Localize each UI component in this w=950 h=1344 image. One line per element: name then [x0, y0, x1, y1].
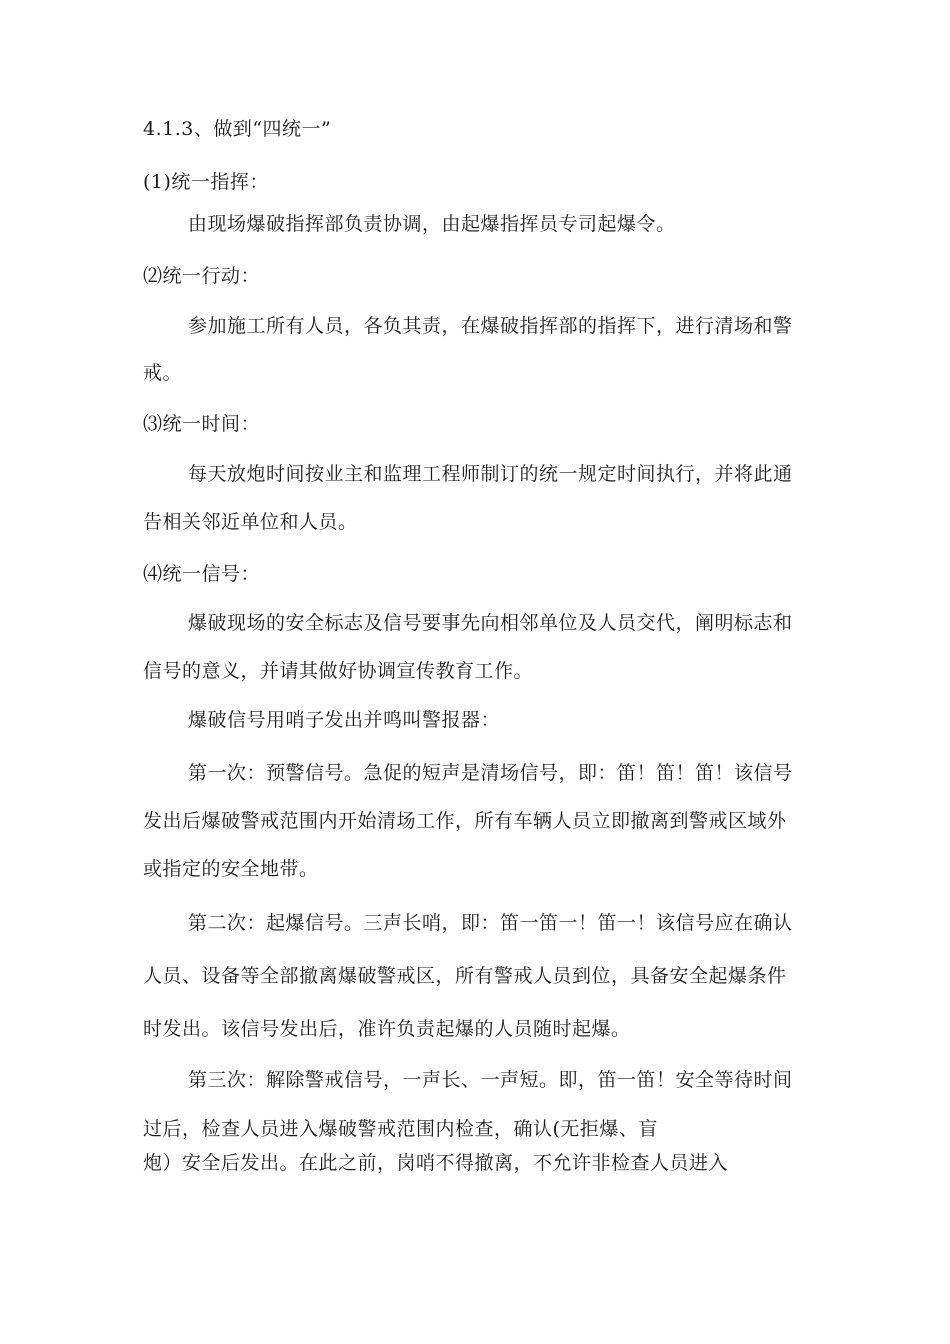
paragraph-line: 戒。: [143, 362, 183, 384]
paragraph-line: 由现场爆破指挥部负责协调，由起爆指挥员专司起爆令。: [188, 213, 676, 235]
section-heading: 4.1.3、做到“四统一”: [143, 118, 332, 140]
paragraph-line: 炮）安全后发出。在此之前，岗哨不得撤离，不允许非检查人员进入: [143, 1152, 729, 1174]
paragraph-line: 发出后爆破警戒范围内开始清场工作，所有车辆人员立即撤离到警戒区域外: [143, 810, 787, 832]
paragraph-line: 每天放炮时间按业主和监理工程师制订的统一规定时间执行，并将此通: [188, 463, 793, 485]
signal-third-line: 第三次：解除警戒信号，一声长、一声短。即，笛一笛！安全等待时间: [188, 1069, 793, 1091]
item-heading-time: ⑶统一时间：: [143, 413, 261, 435]
paragraph-line: 信号的意义，并请其做好协调宣传教育工作。: [143, 660, 534, 682]
paragraph-line: 时发出。该信号发出后，准许负责起爆的人员随时起爆。: [143, 1018, 631, 1040]
signal-first-line: 第一次：预警信号。急促的短声是清场信号，即：笛！笛！笛！该信号: [188, 762, 793, 784]
paragraph-line: 过后，检查人员进入爆破警戒范围内检查，确认(无拒爆、盲: [143, 1118, 658, 1140]
paragraph-line: 告相关邻近单位和人员。: [143, 511, 358, 533]
item-heading-signal: ⑷统一信号：: [143, 563, 261, 585]
signal-intro: 爆破信号用哨子发出并鸣叫警报器：: [188, 709, 501, 731]
paragraph-line: 爆破现场的安全标志及信号要事先向相邻单位及人员交代，阐明标志和: [188, 612, 793, 634]
paragraph-line: 参加施工所有人员，各负其责，在爆破指挥部的指挥下，进行清场和警: [188, 315, 793, 337]
paragraph-line: 人员、设备等全部撤离爆破警戒区，所有警戒人员到位，具备安全起爆条件: [143, 965, 787, 987]
signal-second-line: 第二次：起爆信号。三声长哨，即：笛一笛一！笛一！该信号应在确认: [188, 912, 793, 934]
paragraph-line: 或指定的安全地带。: [143, 858, 319, 880]
item-heading-action: ⑵统一行动：: [143, 265, 261, 287]
item-heading-command: (1)统一指挥：: [143, 171, 269, 193]
